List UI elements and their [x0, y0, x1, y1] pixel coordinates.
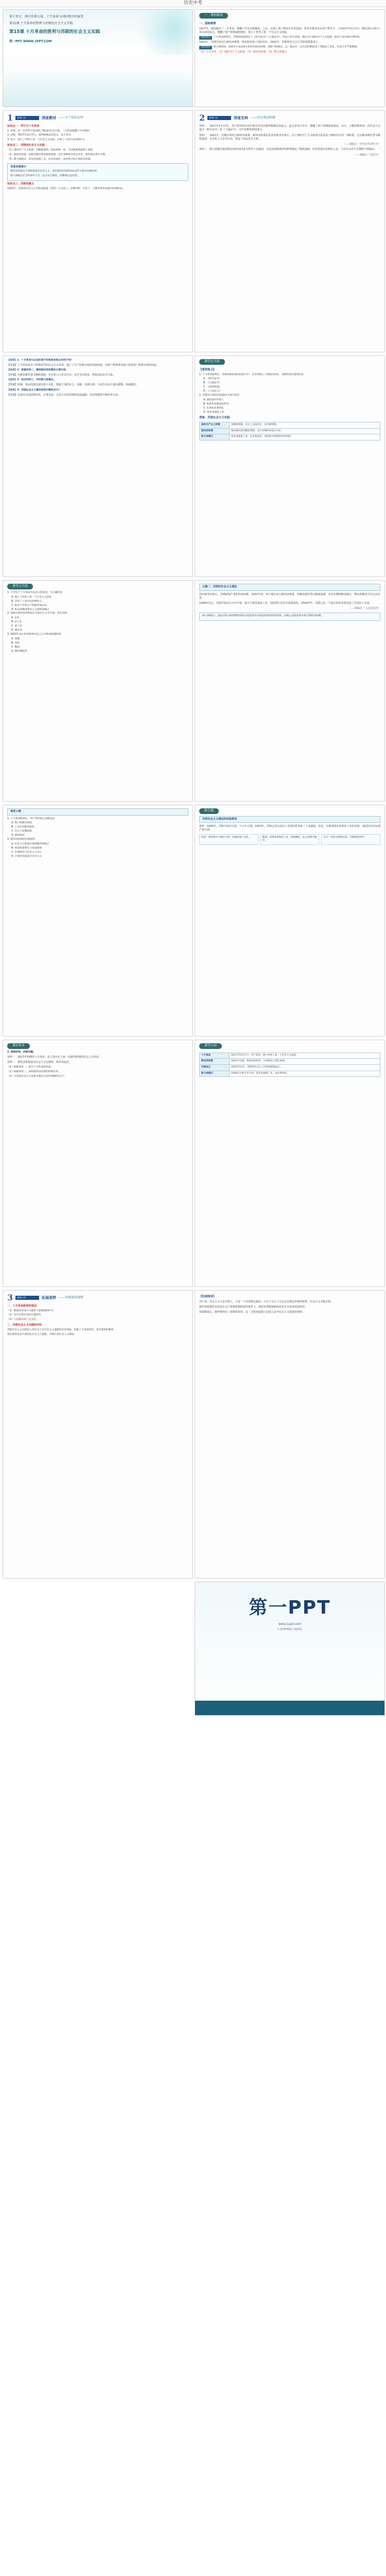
knowledge-tag: 知识点1: [199, 36, 212, 40]
table-row: [200, 422, 380, 428]
knowledge-heading: 知识点一：列宁与十月革命: [7, 125, 40, 128]
paragraph: 1928年以后，苏联开始实行五年计划，集中力量发展重工业，同时推行农业全盘集体化。到1937年，苏联已由一个落后的农业国变成了先进的工业国。: [199, 602, 372, 605]
sub-question: （3）从苏联社会主义实践中我们可以得到哪些启示？: [7, 1075, 66, 1078]
source-citation: ——摘编自《苏联史》: [354, 153, 380, 157]
answer: 【答案】积极：推动苏联迅速实现工业化，增强了国防实力。消极：比例失调，人民生活水平提高缓慢，体制僵化。: [7, 383, 139, 387]
card-insight: 启示：坚持从国情出发，不断推进改革。: [321, 834, 380, 845]
slide-intro[interactable]: [195, 9, 385, 107]
answer: 【答案】必须从本国国情出发，实事求是，走符合本国国情的发展道路；经济体制要不断改革完善。: [7, 393, 121, 397]
option[interactable]: D. 《人权宣言》: [203, 390, 222, 393]
section-number: 1: [7, 113, 13, 123]
definition-text: 斯大林模式：是指在斯大林时期形成的以高度集中为特征的政治经济体制，其核心是高度集中的计划经济体制。: [202, 614, 324, 617]
cover-decoration: [131, 10, 192, 55]
slide-questions[interactable]: [3, 355, 193, 577]
list-item: （2）新经济政策：以粮食税代替余粮收集制，允许多种经济成分并存，利用商品货币关系。: [7, 153, 108, 156]
list-item: 2. 过程：1917年11月7日，彼得格勒武装起义，攻占冬宫。: [7, 134, 74, 137]
slide-practice-1[interactable]: [195, 355, 385, 577]
knowledge-tag: 知识点2: [199, 46, 212, 49]
sub-question: （2）根据材料二，说明新经济政策的积极作用。: [7, 1071, 61, 1074]
card-experience: 经验：国家集中力量办大事，迅速实现工业化。: [199, 834, 258, 845]
window-title: 历史中考: [0, 0, 386, 7]
option[interactable]: B. 《土地法令》: [203, 382, 222, 385]
table-key: 斯大林模式: [200, 1071, 230, 1077]
source-material: 材料一 1917年的俄国十月革命，是人类历史上第一次取得胜利的社会主义革命。: [7, 1055, 101, 1059]
list-item: （2）布尔什维克党的正确领导。: [7, 1314, 44, 1317]
option[interactable]: C. 俄国: [11, 646, 20, 649]
section-number: 3: [7, 1293, 13, 1302]
option[interactable]: A. 《和平法令》: [203, 378, 222, 381]
option[interactable]: A. 农业: [11, 617, 20, 620]
table-key: 斯大林模式: [200, 434, 230, 440]
table-row: [200, 428, 380, 434]
site-logo: 第一PPT: [249, 1597, 331, 1618]
exercise-question: 2. 苏联在国民经济恢复后开始实行五年计划，优先发展: [7, 612, 67, 615]
table-row: [200, 434, 380, 440]
source-material: 材料二 1921年，苏俄开始实行新经济政策。新经济政策是在国内战争结束后，由于战时共产主义政策引起农民不满而实行的一项政策，它以粮食税代替余粮收集制，允许私人小企业存在，恢复了商品货币关系。: [199, 133, 380, 141]
slide-end[interactable]: [195, 1582, 385, 1716]
exercise-question: 1. 阅读材料，回答问题。: [7, 1050, 36, 1054]
slide-expand-view[interactable]: [3, 1290, 193, 1579]
slide-pill-title: 课堂过关练: [199, 359, 225, 365]
paragraph: 斯大林时期，苏联实行高度集中的经济政治体制，即斯大林模式。这一模式在一定历史时期推动了苏联的工业化，但也存在严重弊端。: [213, 46, 359, 49]
option[interactable]: D. 临时政府: [11, 834, 25, 837]
source-citation: ——摘编自《世界近代现代史》: [344, 143, 380, 146]
option[interactable]: D. 俄罗斯联邦: [11, 650, 27, 653]
section-subtitle: ——多维视角探析: [59, 1295, 84, 1299]
cover-unit-line: 第七单元 两次世界大战、十月革命与国际秩序的演变: [9, 15, 84, 19]
table-row: [200, 1053, 380, 1059]
cover-lesson-title: 第15课 十月革命的胜利与苏联的社会主义实践: [9, 29, 100, 35]
option[interactable]: A. 社会主义建设必须照搬苏联模式: [11, 843, 49, 846]
table-value: 1922年12月，苏维埃社会主义共和国联盟成立。: [230, 1065, 380, 1071]
source-material: 材料三 斯大林模式使苏联在短时间内成为世界工业强国，为反法西斯战争的胜利奠定了物质基础，但其忽视农业和轻工业，人民生活水平长期得不到提高。: [199, 148, 377, 151]
cover-course-line: 第15课 十月革命的胜利与苏联的社会主义实践: [9, 21, 73, 25]
cover-bottom-band: [3, 71, 192, 107]
knowledge-heading: 知识点二：苏联的社会主义实践: [7, 144, 45, 147]
cover-site-label: 第一PPT WWW.1PPT.COM: [9, 40, 52, 43]
table-value: 优先发展重工业，农业集体化，高度集中的政治经济体制。: [230, 434, 380, 440]
option[interactable]: A. 战胜国内外敌人: [203, 399, 224, 402]
list-item: 3. 意义：建立了世界上第一个社会主义国家，开辟了人类历史的新纪元。: [7, 139, 87, 142]
section-label: 微课小结: [207, 116, 231, 120]
exercise-question: 1. 十月革命胜利后，列宁领导建立的政权是: [7, 817, 55, 820]
slide-summary[interactable]: [195, 1040, 385, 1287]
definition-box: [199, 613, 380, 621]
paragraph: 新经济政策的实质是在无产阶级掌握政权的条件下，利用市场机制和商品货币关系来发展经济。: [199, 1306, 308, 1309]
summary-note: （1）十月革命 （2）战时共产主义政策 （3）新经济政策 （4）斯大林模式: [199, 50, 287, 54]
section-subtitle: ——历史观念构建: [251, 115, 276, 120]
slide-special-topic[interactable]: [195, 805, 385, 1037]
option[interactable]: D. 计划经济最适合社会主义: [11, 855, 42, 858]
section-title: 深度史料: [234, 115, 249, 120]
option[interactable]: D. 服务业: [11, 629, 23, 632]
option[interactable]: B. 开辟了人类历史的新纪元: [11, 600, 42, 603]
exercise-question: 3. 1922年成立的苏维埃社会主义共和国联盟简称: [7, 633, 61, 636]
list-item: 1922年，苏维埃社会主义共和国联盟（苏联）正式成立，由俄罗斯、乌克兰、白俄罗斯等加盟共和国组成。: [7, 187, 125, 190]
question: 【设问】1：十月革命与以往的资产阶级革命相比有何不同？: [7, 359, 74, 362]
option[interactable]: A. 资产阶级共和国: [11, 822, 32, 825]
exercise-question: 2. 苏俄实行新经济政策的主要目的是: [199, 394, 240, 397]
theme-banner: 主题二：苏联的社会主义建设: [199, 584, 380, 591]
sub-question: （1）根据材料一，指出十月革命的性质。: [7, 1066, 54, 1069]
question: 【设问】4：苏联社会主义建设给我们哪些启示？: [7, 388, 61, 392]
list-item: 苏联社会主义实践是人类历史上对社会主义道路的首次探索，积累了丰富的经验，也有深刻的教训。: [7, 1328, 116, 1331]
paragraph: 1917年，俄国爆发了二月革命，推翻了沙皇专制统治。之后，出现了两个政权并存的局面，布尔什维克党在列宁领导下，于1917年11月7日（俄历10月25日）发动武装起义，推翻了资产阶级临时政府，建立了世界上第一个社会主义国家。: [199, 27, 380, 34]
slide-heading: 一、基础梳理: [199, 22, 216, 25]
paragraph: 1921年，苏俄开始实行新经济政策，恢复和发展了国民经济。1922年，苏维埃社会主义共和国联盟成立。: [199, 40, 321, 44]
summary-table: [199, 1053, 380, 1077]
option[interactable]: D. 优先发展重工业: [203, 411, 224, 414]
knowledge-heading: 知识点三：苏联的建立: [7, 182, 34, 186]
answer: 【答案】以粮食税代替余粮收集制；允许私人小企业存在；允许自由贸易，恢复商品货币关系。: [7, 374, 116, 377]
paragraph: 材料：1928年，苏联开始实行第一个五年计划。1933年，苏联已成为仅次于美国的世界第二工业强国。但是，长期忽视农业和轻工业的发展，使国民经济比例严重失调。: [199, 825, 380, 832]
table-value: 粮食税代替余粮收集制，允许多种经济成分并存。: [230, 428, 380, 434]
section-title: 深度教材: [42, 115, 57, 120]
option[interactable]: C. 重工业: [11, 625, 22, 628]
question: 【设问】3：结合材料三，评价斯大林模式。: [7, 379, 56, 382]
slides-grid: [0, 7, 386, 2576]
option[interactable]: C. 市场经济与社会主义对立: [11, 851, 42, 854]
list-item: （3）人民群众的广泛支持。: [7, 1318, 39, 1321]
section-label: 微课小结: [15, 116, 39, 120]
tip-heading: 易混易错提示: [10, 165, 27, 168]
table-value: 1921年实施，恢复国民经济，为苏联成立奠定基础。: [230, 1059, 380, 1065]
summary-table: [199, 422, 380, 440]
slide-pill-title: 课堂过关练: [7, 584, 33, 589]
table-key: 新经济政策: [200, 1059, 230, 1065]
option[interactable]: D. 标志着俄国资本主义制度的确立: [11, 608, 49, 611]
slide-practice-2[interactable]: [3, 580, 193, 802]
slide-pill-title: 课后作业: [7, 1043, 30, 1049]
table-value: 余粮收集制，实行工业国有化，实行配给制。: [230, 422, 380, 428]
logo-block: [195, 1595, 384, 1632]
table-value: 1928年开始五年计划，优先发展重工业，农业集体化。: [230, 1071, 380, 1077]
footer-strip: [195, 1701, 384, 1715]
exercise-question: 1. 下列关于十月革命历史意义的叙述，不正确的是: [7, 591, 62, 594]
slide-heading: 【拓展阅读】: [199, 1295, 216, 1298]
tip-line: 斯大林模式在当时条件下有一定历史合理性，但弊端日益显现。: [10, 174, 80, 177]
option[interactable]: A. 建立了世界上第一个社会主义国家: [11, 596, 52, 599]
tip-box: [7, 163, 188, 181]
slide-pill-title: 一 课标解读: [199, 13, 228, 19]
table-heading: 表格：苏联社会主义实践: [199, 416, 230, 420]
slide-pill-title: 微专题: [199, 808, 219, 814]
paragraph: 列宁说：社会主义不是少数人，不是一个党所能实施的，只有千百万人学会亲自做这件事的时候，社会主义才能实现。: [199, 1300, 334, 1303]
tip-line: 新经济政策并不意味着放弃社会主义，而是利用市场和商品货币关系来发展经济。: [10, 170, 99, 173]
table-row: [200, 1071, 380, 1077]
source-citation: ——摘编自《人民的选择》: [349, 607, 380, 611]
source-material: 材料二 新经济政策是向社会主义过渡的一种有效途径。: [7, 1060, 72, 1064]
option[interactable]: C. 君主立宪制政权: [11, 830, 32, 833]
answer: 【答案】十月革命是无产阶级领导的社会主义革命，建立了无产阶级专政的国家政权，而资产阶级革命建立的是资产阶级专政的国家。: [7, 363, 160, 367]
table-key: 新经济政策: [200, 428, 230, 434]
slide-pill-title: 课堂小结: [199, 1043, 222, 1049]
section-label: 微课小结: [15, 1296, 39, 1299]
table-value: 1917年11月7日，列宁领导，建立世界上第一个社会主义国家。: [230, 1053, 380, 1059]
paragraph: 苏联解体后，俄罗斯经历了艰难的转型，这一过程也促使人们深入思考社会主义建设的规律。: [199, 1311, 305, 1314]
paragraph: 国内战争结束后，苏俄面临严重的经济困难。1921年春，列宁提出实行新经济政策，用粮食税代替余粮收集制，农民在缴纳粮食税后，剩余的粮食可以自由出售。: [199, 592, 380, 600]
knowledge-heading: 一、十月革命胜利的原因: [7, 1304, 37, 1308]
option[interactable]: B. 苏联: [11, 642, 20, 645]
site-url: www.1ppt.com: [278, 1622, 302, 1626]
question: 【设问】2：根据材料二，概括新经济政策的主要内容。: [7, 369, 68, 372]
source-material: 材料一 1917年11月7日，列宁领导的布尔什维克党发动彼得格勒武装起义，起义者攻占冬宫，推翻了资产阶级临时政府。次日，全俄苏维埃第二次代表大会通过《和平法令》和《土地法令》，宣告苏维埃政权建立。: [199, 125, 380, 132]
slide-homework[interactable]: [3, 1040, 193, 1287]
option[interactable]: C. 《权利法案》: [203, 386, 222, 389]
paragraph: 十月革命胜利后，苏维埃政权颁布了《和平法令》《土地法令》，巩固了新生政权。随后实行战时共产主义政策，取得了国内战争的胜利。: [213, 36, 362, 39]
list-item: 1. 背景：第一次世界大战加剧了俄国的社会矛盾，二月革命推翻了沙皇统治。: [7, 129, 92, 132]
option[interactable]: B. 恢复和发展国民经济: [203, 403, 229, 406]
slide-theme-two[interactable]: [195, 580, 385, 802]
slide-heading: 【课堂练习】: [199, 368, 216, 371]
quiz-banner: 课堂小测: [7, 808, 188, 816]
table-row: [200, 1065, 380, 1071]
knowledge-heading: 二、苏联社会主义实践的评价: [7, 1324, 42, 1327]
slide-sources[interactable]: [195, 110, 385, 352]
site-description: 专业PPT模板下载网站: [277, 1628, 303, 1631]
list-item: （1）战时共产主义政策：余粮收集制，国家控制一切，为内战胜利提供了保障。: [7, 148, 95, 151]
table-key: 战时共产主义政策: [200, 422, 230, 428]
list-item: （3）斯大林模式：优先发展重工业，农业集体化，高度集中的计划经济体制。: [7, 158, 93, 161]
section-number: 2: [199, 113, 205, 123]
table-row: [200, 1059, 380, 1065]
option[interactable]: B. 经济政策要符合本国国情: [11, 847, 42, 850]
slide-extended-reading[interactable]: [195, 1290, 385, 1579]
slide-cover[interactable]: [3, 9, 193, 107]
section-subtitle: ——主干知识记牢: [59, 115, 84, 120]
list-item: 我们要坚持走中国特色社会主义道路，不断完善社会主义制度。: [7, 1333, 77, 1336]
card-row: [199, 834, 380, 845]
card-lesson: 教训：忽视农业和轻工业，体制僵化，民主法制不健全。: [260, 834, 320, 845]
exercise-question: 2. 新经济政策的实施说明: [7, 838, 36, 841]
section-title: 拓展视野: [42, 1295, 57, 1300]
option[interactable]: A. 苏俄: [11, 638, 20, 641]
list-item: （1）俄国是帝国主义链条上最薄弱的环节。: [7, 1309, 56, 1312]
topic-banner: 苏联社会主义建设的经验教训: [199, 816, 380, 823]
exercise-question: 1. 十月革命胜利后，苏维埃政权颁布的法令中，宣布将地主土地收归国有、分配给农民使用的是: [199, 373, 304, 376]
slide-quiz[interactable]: [3, 805, 193, 1037]
slide-textbook-depth[interactable]: [3, 110, 193, 352]
option[interactable]: B. 工农兵苏维埃政权: [11, 826, 34, 829]
option[interactable]: C. 推动了世界无产阶级革命运动: [11, 604, 47, 607]
table-key: 苏联成立: [200, 1065, 230, 1071]
option[interactable]: B. 轻工业: [11, 621, 22, 624]
table-key: 十月革命: [200, 1053, 230, 1059]
option[interactable]: C. 实现农业集体化: [203, 407, 224, 410]
